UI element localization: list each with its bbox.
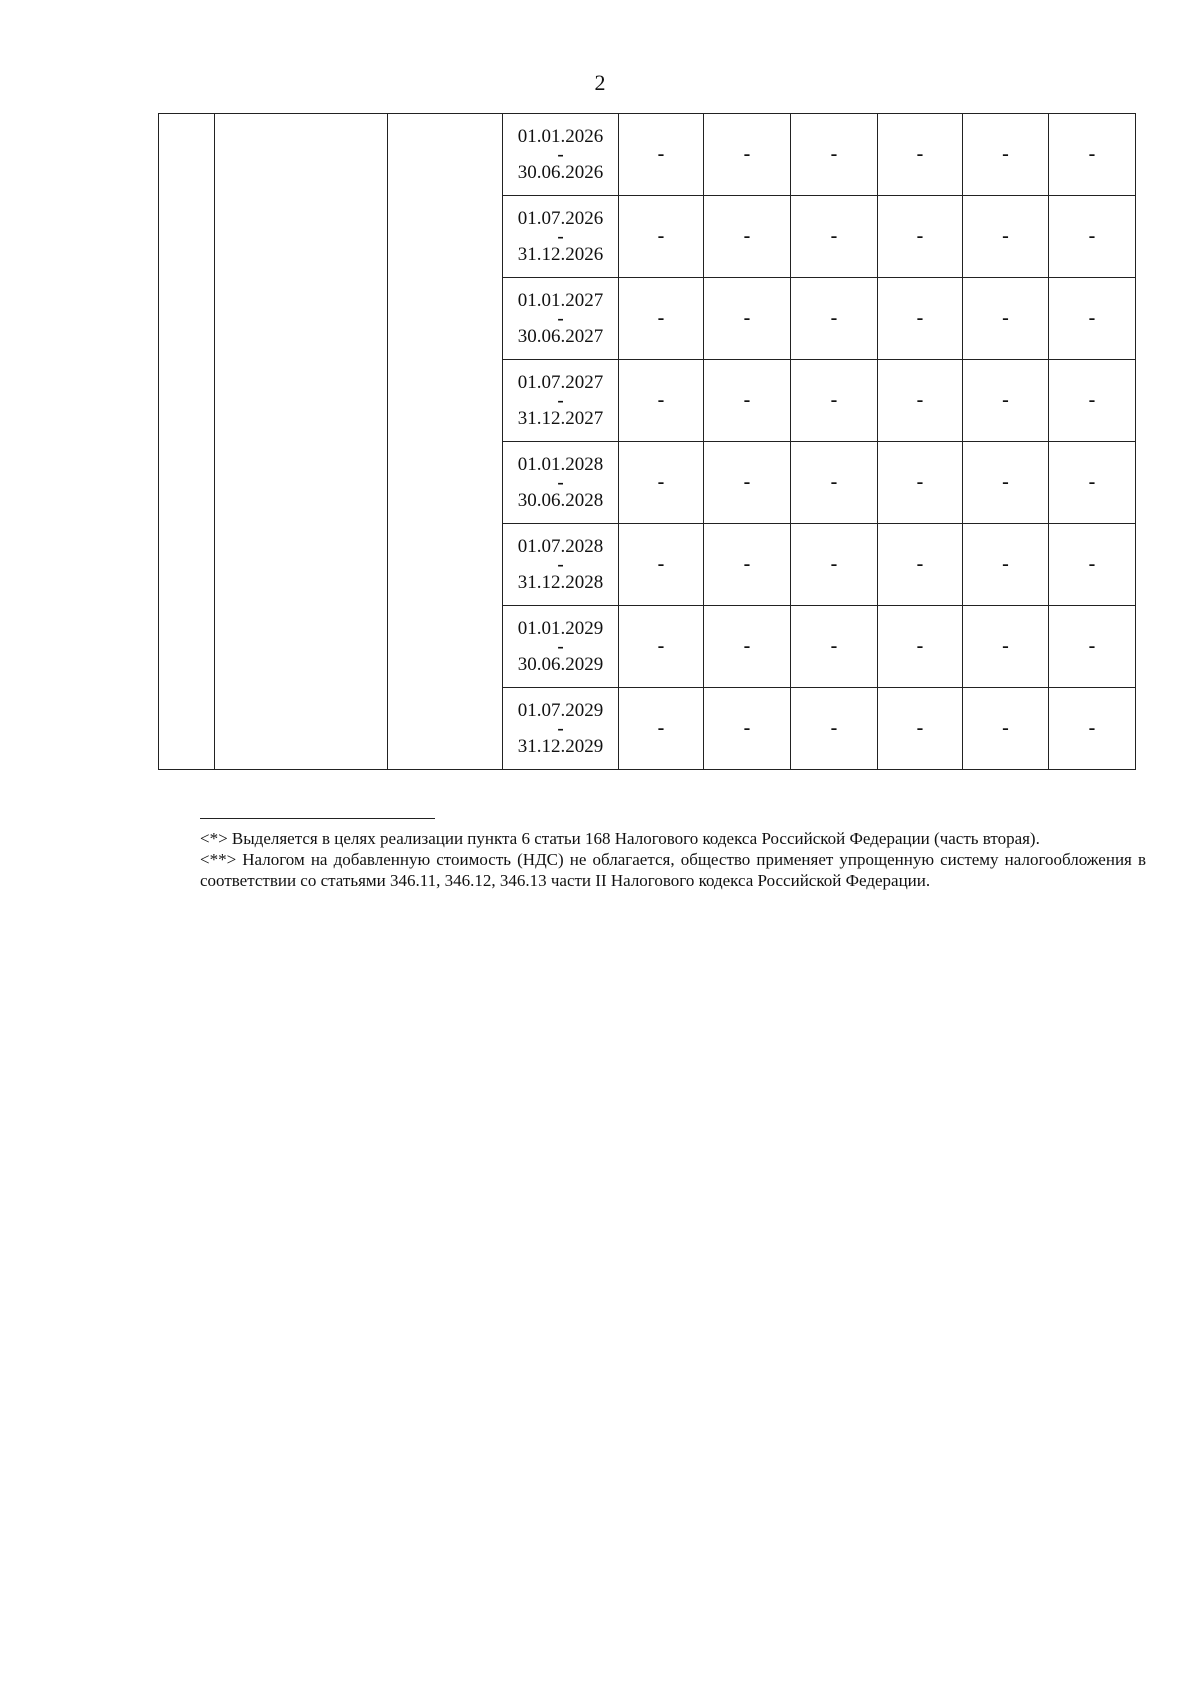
tariff-value-cell: - (878, 360, 963, 442)
tariff-value-cell: - (1049, 688, 1136, 770)
footnotes (200, 828, 1146, 891)
tariff-value-cell: - (619, 114, 704, 196)
tariff-value-cell: - (704, 278, 791, 360)
tariff-value-cell: - (878, 114, 963, 196)
tariff-value-cell: - (791, 688, 878, 770)
tariff-value-cell: - (1049, 442, 1136, 524)
tariff-value-cell: - (619, 606, 704, 688)
tariff-value-cell: - (1049, 114, 1136, 196)
tariff-value-cell: - (704, 606, 791, 688)
period-separator: - (557, 471, 564, 493)
footnote-divider (200, 818, 435, 819)
tariff-value-cell: - (704, 442, 791, 524)
period-end: 30.06.2029 (517, 653, 604, 675)
period-end: 30.06.2028 (517, 489, 604, 511)
tariff-value-cell: - (619, 278, 704, 360)
tariff-value-cell: - (878, 524, 963, 606)
tariff-value-cell: - (963, 196, 1049, 278)
tariff-value-cell: - (878, 278, 963, 360)
period-start: 01.01.2028 (517, 453, 604, 475)
organization-name-cell (215, 114, 388, 770)
footnote-vat-allocation: <*> Выделяется в целях реализации пункта 6 статьи 168 Налогового кодекса Российской Федерации (часть вторая). (200, 829, 1040, 848)
period-cell (503, 688, 619, 770)
tariff-value-cell: - (791, 442, 878, 524)
tariff-value-cell: - (963, 688, 1049, 770)
tariff-value-cell: - (878, 688, 963, 770)
tariff-value-cell: - (963, 114, 1049, 196)
tariff-value-cell: - (1049, 606, 1136, 688)
period-start: 01.07.2026 (517, 207, 604, 229)
period-start: 01.07.2027 (517, 371, 604, 393)
consumer-category-cell (388, 114, 503, 770)
period-start: 01.01.2026 (517, 125, 604, 147)
tariff-value-cell: - (619, 524, 704, 606)
period-cell (503, 196, 619, 278)
period-start: 01.01.2027 (517, 289, 604, 311)
period-cell (503, 606, 619, 688)
tariff-value-cell: - (963, 360, 1049, 442)
tariff-value-cell: - (1049, 278, 1136, 360)
tariff-table (158, 113, 1136, 770)
period-separator: - (557, 389, 564, 411)
period-start: 01.07.2028 (517, 535, 604, 557)
period-end: 30.06.2026 (517, 161, 604, 183)
period-cell (503, 442, 619, 524)
tariff-value-cell: - (619, 360, 704, 442)
tariff-value-cell: - (963, 278, 1049, 360)
tariff-value-cell: - (704, 360, 791, 442)
tariff-value-cell: - (963, 442, 1049, 524)
tariff-value-cell: - (1049, 360, 1136, 442)
tariff-value-cell: - (791, 524, 878, 606)
row-number-cell (159, 114, 215, 770)
table-row (159, 114, 1136, 196)
tariff-value-cell: - (619, 442, 704, 524)
tariff-value-cell: - (963, 524, 1049, 606)
tariff-value-cell: - (791, 114, 878, 196)
tariff-value-cell: - (791, 360, 878, 442)
tariff-value-cell: - (878, 606, 963, 688)
period-end: 31.12.2026 (517, 243, 604, 265)
tariff-value-cell: - (704, 524, 791, 606)
period-cell (503, 524, 619, 606)
tariff-value-cell: - (704, 114, 791, 196)
tariff-value-cell: - (963, 606, 1049, 688)
period-separator: - (557, 717, 564, 739)
period-cell (503, 360, 619, 442)
period-start: 01.07.2029 (517, 699, 604, 721)
period-end: 31.12.2029 (517, 735, 604, 757)
period-separator: - (557, 635, 564, 657)
period-cell (503, 278, 619, 360)
period-end: 31.12.2027 (517, 407, 604, 429)
period-separator: - (557, 307, 564, 329)
tariff-value-cell: - (704, 688, 791, 770)
period-end: 31.12.2028 (517, 571, 604, 593)
page-number: 2 (594, 70, 606, 95)
tariff-value-cell: - (704, 196, 791, 278)
tariff-value-cell: - (619, 688, 704, 770)
tariff-value-cell: - (878, 442, 963, 524)
tariff-value-cell: - (1049, 524, 1136, 606)
tariff-value-cell: - (619, 196, 704, 278)
footnote-vat-exempt: <**> Налогом на добавленную стоимость (НДС) не облагается, общество применяет упрощенную систему налогообложения в соответствии со статьями 346.11, 346.12, 346.13 части II Налогового кодекса Российской Федерации. (200, 850, 1146, 890)
period-separator: - (557, 553, 564, 575)
tariff-value-cell: - (791, 278, 878, 360)
tariff-value-cell: - (791, 606, 878, 688)
period-cell (503, 114, 619, 196)
period-separator: - (557, 225, 564, 247)
table-body (159, 114, 1136, 770)
tariff-value-cell: - (791, 196, 878, 278)
tariff-value-cell: - (1049, 196, 1136, 278)
period-separator: - (557, 143, 564, 165)
period-end: 30.06.2027 (517, 325, 604, 347)
tariff-value-cell: - (878, 196, 963, 278)
period-start: 01.01.2029 (517, 617, 604, 639)
